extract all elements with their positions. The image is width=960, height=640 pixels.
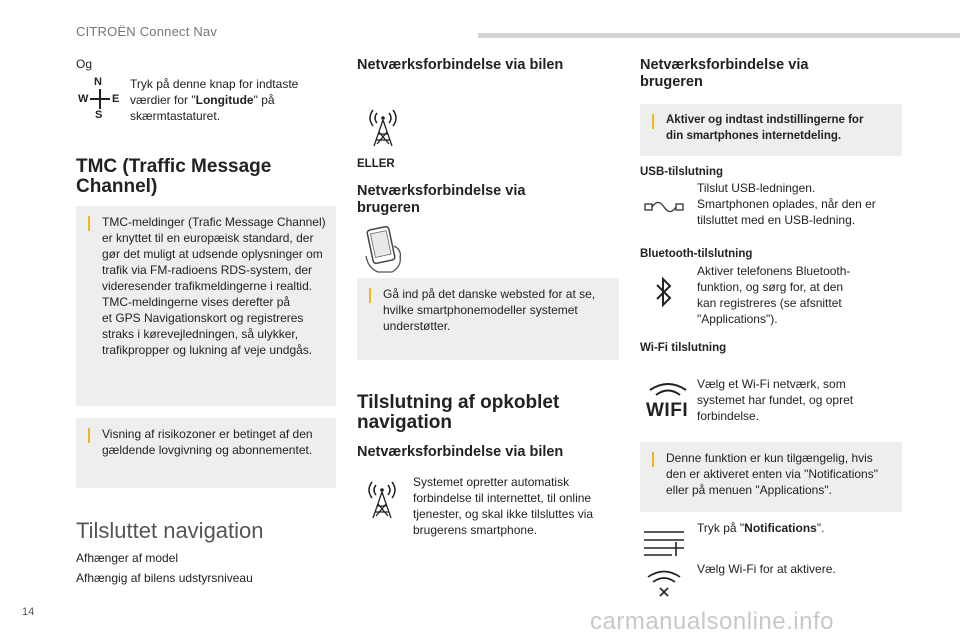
antenna-icon (363, 106, 403, 148)
or-label: ELLER (357, 158, 395, 170)
notifications-list-icon (644, 530, 684, 556)
net-user-heading: Netværksforbindelse via brugeren (357, 183, 526, 216)
settings-note-box (640, 104, 902, 156)
header-bar (478, 33, 960, 38)
wifi-text: Vælg et Wi-Fi netværk, som systemet har fundet, og opret forbindelse. (697, 377, 854, 423)
tmc-note-text: TMC-meldinger (Trafic Message Channel) er knyttet til en europæisk standard, der gør det muligt at udsende oplysninger om trafik via FM-radioens RDS-system, der videresender trafikmeldingerne i realtid. TMC-meldingerne vises derefter på et GPS Navigationskort og registreres straks i kørevejledningen, så ulykker, trafikpropper og lukning af veje undgås. (102, 215, 326, 357)
user-note-box (357, 278, 619, 360)
og-text: Og (76, 57, 93, 71)
tmc-heading: TMC (Traffic Message Channel) (76, 156, 272, 197)
net-car-heading: Netværksforbindelse via bilen (357, 57, 564, 73)
usb-label: USB-tilslutning (640, 166, 724, 178)
net-user-heading-3: Netværksforbindelse via brugeren (640, 57, 809, 90)
compass-icon: N W E S (78, 76, 120, 121)
usb-text: Tilslut USB-ledningen. Smartphonen oplades, når den er tilsluttet med en USB-ledning. (697, 181, 876, 227)
note-marker (369, 288, 371, 303)
dependency-model: Afhænger af model (76, 551, 179, 565)
user-note-text: Gå ind på det danske websted for at se, hvilke smartphonemodeller systemet understøtter. (383, 287, 596, 333)
bluetooth-icon (654, 276, 674, 308)
wifi-label: Wi-Fi tilslutning (640, 342, 727, 354)
risk-note-text: Visning af risikozoner er betinget af den gældende lovgivning og abonnementet. (102, 427, 313, 457)
net-car-heading-2: Netværksforbindelse via bilen (357, 444, 564, 460)
risk-note-box (76, 418, 336, 488)
bluetooth-label: Bluetooth-tilslutning (640, 248, 753, 260)
smartphone-hand-icon (362, 226, 406, 274)
watermark-text: carmanualsonline.info (590, 608, 834, 635)
wifi-off-icon (646, 570, 682, 598)
note-marker (88, 428, 90, 443)
settings-note-text: Aktiver og indtast indstillingerne for din smartphones internetdeling. (666, 114, 864, 142)
wifi-enable-text: Vælg Wi-Fi for at aktivere. (697, 562, 836, 576)
car-connection-text: Systemet opretter automatisk forbindelse til internettet, til online tjenester, og skal ikke tilsluttes via brugerens smartphone. (413, 475, 594, 537)
manual-header-title: CITROËN Connect Nav (76, 24, 218, 39)
function-note-text: Denne funktion er kun tilgængelig, hvis den er aktiveret enten via "Notifications" eller på menuen "Applications". (666, 451, 878, 497)
note-marker (652, 114, 654, 129)
note-marker (88, 216, 90, 231)
bluetooth-text: Aktiver telefonens Bluetooth- funktion, og sørg for, at den kan registreres (se afsnittet "Applications"). (697, 264, 851, 326)
function-note-box (640, 442, 902, 512)
antenna-icon (362, 478, 402, 520)
wifi-icon: WIFI (644, 382, 692, 422)
connected-nav-heading: Tilsluttet navigation (76, 518, 264, 543)
online-nav-heading: Tilslutning af opkoblet navigation (357, 392, 560, 433)
note-marker (652, 452, 654, 467)
usb-cable-icon (644, 196, 684, 218)
compass-description: Tryk på denne knap for indtaste værdier for "Longitude" på skærmtastaturet. (130, 77, 299, 123)
notifications-text: Tryk på "Notifications". (697, 521, 825, 535)
page-number: 14 (22, 606, 35, 618)
tmc-note-box (76, 206, 336, 406)
dependency-equipment: Afhængig af bilens udstyrsniveau (76, 571, 253, 585)
